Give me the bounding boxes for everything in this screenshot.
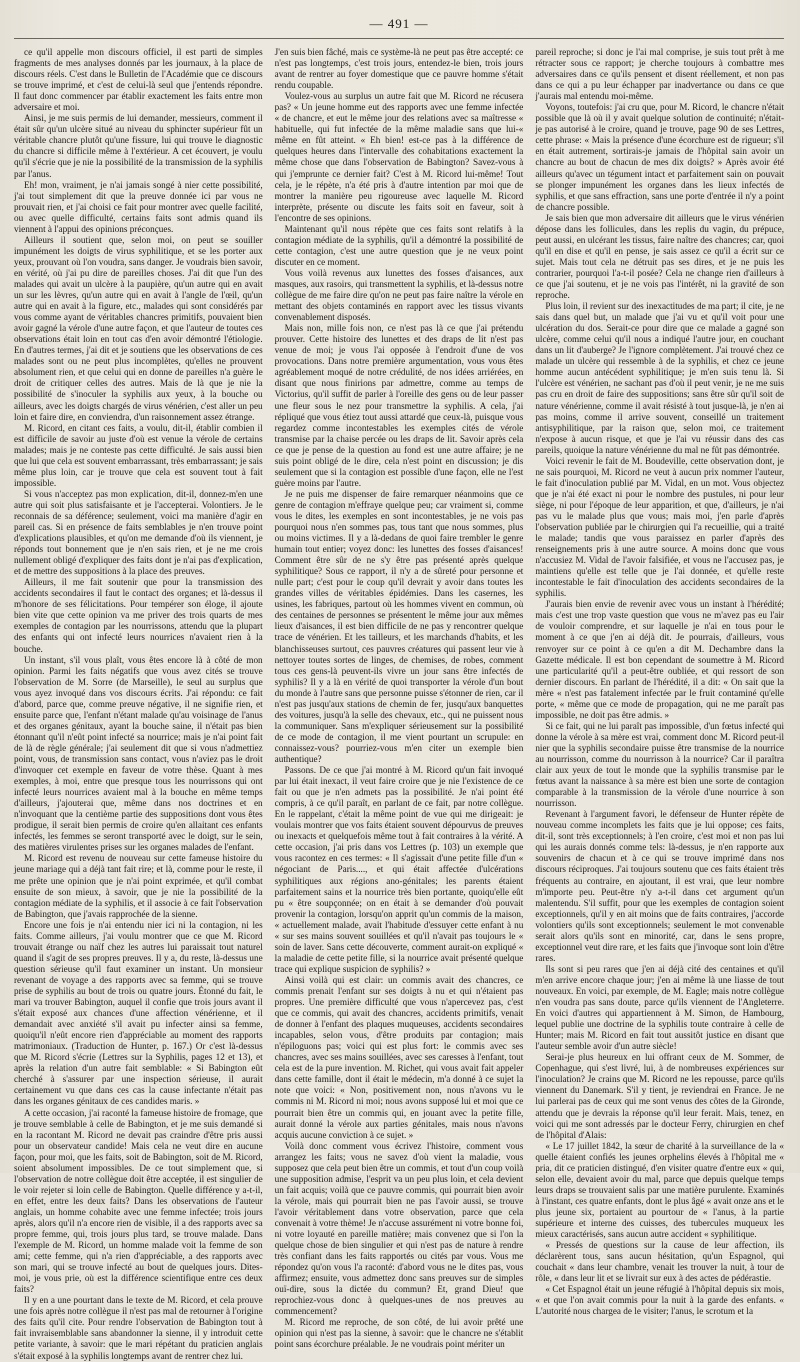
paragraph: Si ce fait, qui ne lui paraît pas impossible, d'un fœtus infecté qui donne la vérole à sa mère est vrai, comment donc M. Ricord peut-il nier que la syphilis secondaire puisse être transmise de la nourrice au nourrisson, comme du nourrisson à la nourrice? Car il paraîtra clair aux yeux de tout le monde que la syphilis transmise par le fœtus avant la naissance à sa mère est bien une sorte de contagion comparable à la transmission de la vérole d'une nourrice à son nourrisson. — [535, 720, 784, 809]
paragraph: M. Ricord est revenu de nouveau sur cette fameuse histoire du jeune mariage qui a déjà tant fait rire; et là, comme pour le reste, il me prête une opinion que je n'ai point exprimée, et qu'il combat ensuite de son mieux, à savoir, que je nie la possibilité de la contagion médiate de la syphilis, et il associe à ce fait l'observation de Babington, que j'avais rapprochée de la sienne. — [14, 853, 263, 919]
paragraph: « Le 17 juillet 1842, la sœur de charité à la surveillance de la « quelle étaient confiés les jeunes orphelins élevés à l'hôpital me « pria, dit ce praticien distingué, d'en visiter quatre d'entre eux « qui, selon elle, devaient avoir du mal, parce que depuis quelque temps leurs draps se trouvaient salis par une matière purulente. Examinés à l'instant, ces quatre enfants, dont le plus âgé « avait onze ans et le plus jeune six, portaient au pourtour de « l'anus, à la partie supérieure et interne des cuisses, des tubercules muqueux les mieux caractérisés, sans aucun autre accident « syphilitique. — [535, 1140, 784, 1240]
paragraph: Mais non, mille fois non, ce n'est pas là ce que j'ai prétendu prouver. Cette histoire des lunettes et des draps de lit n'est pas venue de moi; je vous l'ai opposée à l'endroit d'une de vos provocations. Dans notre première argumentation, vous vous êtes agréablement moqué de notre crédulité, de nos idées arriérées, en disant que nous finirions par admettre, comme au temps de Victorius, qu'il suffit de parler à l'oreille des gens ou de leur passer une fleur sous le nez pour transmettre la syphilis. A cela, j'ai répliqué que vous étiez tout aussi attardé que ceux-là, puisque vous regardez comme incontestables les exemples cités de vérole transmise par la chaise percée ou les draps de lit. Savoir après cela ce que je pense de la question au fond est une autre affaire; je ne suis point obligé de le dire, cela n'est point en discussion; je dis seulement que si la contagion est possible d'une façon, elle ne l'est guère moins par l'autre. — [274, 323, 524, 488]
paragraph: Il y en a une pourtant dans le texte de M. Ricord, et cela prouve une fois après notre collègue il n'est pas mal de retourner à l'origine des faits qu'il cite. Pour rendre l'observation de Babington tout à fait invraisemblable sans abandonner la sienne, il y introduit cette petite variante, à savoir: que le mari répétant du praticien anglais s'était exposé à la syphilis longtemps avant de rentrer chez lui. — [14, 1295, 263, 1361]
paragraph: Encore une fois je n'ai entendu nier ici ni la contagion, ni les faits. Comme ailleurs, j'ai voulu montrer que ce que M. Ricord trouvait étrange ou naïf chez les autres lui paraissait tout naturel quand il s'agit de ses propres preuves. Il y a, du reste, là-dessus une question sérieuse qu'il faut examiner un instant. Un monsieur revenant de voyage a des rapports avec sa femme, qui se trouve prise de syphilis au bout de trois ou quatre jours. Étonné du fait, le mari va trouver Babington, auquel il confie que trois jours avant il s'était exposé aux chances d'une affection vénérienne, et il demandait avec anxiété s'il avait pu infecter ainsi sa femme, quoiqu'il n'eût encore rien d'appréciable au moment des rapports matrimoniaux. (Traduction de Hunter, p. 167.) Or c'est là-dessus que M. Ricord s'écrie (Lettres sur la Syphilis, pages 12 et 13), et après la relation d'un autre fait semblable: « Si Babington eût cherché à s'assurer par une inspection sérieuse, il aurait certainement vu que dans ces cas la cause infectante n'était pas dans les organes génitaux de ces candides maris. » — [14, 919, 263, 1107]
paragraph: pareil reproche; si donc je l'ai mal comprise, je suis tout prêt à me rétracter sous ce rapport; je cherche toujours à combattre mes adversaires dans ce qu'ils pensent et disent réellement, et non pas dans ce qui a pu leur échapper par inadvertance ou dans ce que j'aurais mal entendu moi-même. — [535, 47, 784, 102]
paragraph: Voilà donc comment vous écrivez l'histoire, comment vous arrangez les faits; vous ne savez d'où vient la maladie, vous supposez que cela peut bien être un commis, et tout d'un coup voilà une supposition admise, l'esprit va un peu plus loin, et cela devient un fait acquis; voilà que ce pauvre commis, qui pourrait bien avoir la vérole, mais qui pourrait bien ne pas l'avoir aussi, se trouve l'avoir véritablement dans votre observation, parce que cela convenait à votre thème! Je n'accuse assurément ni votre bonne foi, ni votre loyauté en pareille matière; mais convenez que si l'on la quelque chose de bien singulier et qui n'est pas de nature à rendre très confiant dans les faits rapportés ou cités par vous. Vous me répondez qu'on vous l'a raconté: d'abord vous ne le dites pas, vous affirmez; ensuite, vous admettez donc sans preuves sur de simples ouï-dire, sous la dictée du commun? Et, grand Dieu! que reprochiez-vous donc à quelques-unes de nos preuves au commencement? — [274, 1140, 524, 1317]
paragraph: Plus loin, il revient sur des inexactitudes de ma part; il cite, je ne sais dans quel but, un malade que j'ai vu et qu'il voit pour une ulcération du dos. Serait-ce pour dire que ce malade a gagné son ulcère, comme celui qu'il nous a indiqué l'autre jour, en couchant dans un lit d'auberge? Je l'ignore complètement. J'ai trouvé chez ce malade un ulcère qui ressemble à de la syphilis, et chez ce jeune homme aucun antécédent syphilitique; je m'en suis tenu là. Si l'ulcère est vénérien, ne sachant pas d'où il peut venir, je ne me suis pas cru en droit de faire des suppositions; sans être sûr qu'il soit de nature vénérienne, comme il avait résisté à tout jusque-là, je n'en ai pas moins, comme il arrive souvent, conseillé un traitement antisyphilitique, par la raison que, selon moi, ce traitement n'expose à aucun risque, et que je l'ai vu réussir dans des cas pareils, quoique la nature vénérienne du mal ne fût pas démontrée. — [535, 301, 784, 455]
column-right — [535, 47, 784, 1362]
paragraph: Maintenant qu'il nous répète que ces faits sont relatifs à la contagion médiate de la syphilis, qu'il a démontré la possibilité de cette contagion, c'est une autre question que je ne veux point discuter en ce moment. — [274, 223, 524, 267]
paragraph: « Cet Espagnol était un jeune réfugié à l'hôpital depuis six mois, « et que l'on avait commis pour la nuit à la garde des enfants. « L'autorité nous chargea de le visiter; l'anus, le scrotum et la — [535, 1284, 784, 1317]
paragraph: M. Ricord me reproche, de son côté, de lui avoir prêté une opinion qui n'est pas la sienne, à savoir: que le chancre ne s'établit point sans écorchure préalable. Je ne voudrais point mériter un — [274, 1317, 524, 1350]
paragraph: Vous voilà revenus aux lunettes des fosses d'aisances, aux masques, aux rasoirs, qui transmettent la syphilis, et là-dessus notre collègue de me faire dire qu'on ne peut pas faire naître la vérole en mettant des objets contaminés en rapport avec les tissus vivants convenablement disposés. — [274, 267, 524, 323]
paragraph: Passons. De ce que j'ai montré à M. Ricord qu'un fait invoqué par lui était inexact, il veut faire croire que je nie l'existence de ce fait ou que je n'en admets pas la possibilité. Je n'ai point été compris, à ce qu'il paraît, en parlant de ce fait, par notre collègue. En le rappelant, c'était la même point de vue qui me dirigeait: je voulais montrer que vos faits étaient souvent dépourvus de preuves ou inexacts et quelquefois même tout à fait contraires à la vérité. A cette occasion, j'ai pris dans vos Lettres (p. 103) un exemple que vous racontez en ces termes: « Il s'agissait d'une petite fille d'un « négociant de Paris...., et qui était affectée d'ulcérations syphilitiques aux régions ano-génitales; les parents étaient parfaitement sains et la nourrice très bien portante, quoiqu'elle eût pu « être soupçonnée; on en était à se demander d'où pouvait provenir la contagion, lorsqu'on apprit qu'un commis de la maison, « actuellement malade, avait l'habitude d'essuyer cette enfant à nu « sur ses mains souvent souillées et qu'il n'avait pas toujours le « soin de laver. Sans cette découverte, comment aurait-on expliqué « la maladie de cette petite fille, si la nourrice avait présenté quelque trace qui explique suspicion de syphilis? » — [274, 765, 524, 974]
paragraph: ce qu'il appelle mon discours officiel, il est parti de simples fragments de mes analyses donnés par les journaux, à la place de discours réels. C'est dans le Bulletin de l'Académie que ce discours se trouve imprimé, et c'est de celui-là seul que j'entends répondre. Il faut donc commencer par établir exactement les faits entre mon adversaire et moi. — [14, 47, 263, 113]
paragraph: Ils sont si peu rares que j'en ai déjà cité des centaines et qu'il m'en arrive encore chaque jour; j'en ai même là une liasse de tout nouveaux. En voici, par exemple, de M. Eagle; mais notre collègue n'en voudra pas sans doute, parce qu'ils viennent de l'Angleterre. En voici d'autres qui appartiennent à M. Simon, de Hambourg, lequel publie une doctrine de la syphilis toute contraire à celle de Hunter; mais M. Ricord en fait tout aussitôt justice en disant que l'auteur semble avoir d'un autre siècle! — [535, 963, 784, 1052]
text-columns — [14, 47, 784, 1361]
paragraph: « Pressés de questions sur la cause de leur affection, ils déclarèrent tous, sans aucun hésitation, qu'un Espagnol, qui couchait « dans leur chambre, venait les trouver la nuit, à tour de rôle, « dans leur lit et se livrait sur eux à des actes de pédérastie. — [535, 1240, 784, 1284]
paragraph: Eh! mon, vraiment, je n'ai jamais songé à nier cette possibilité, j'ai tout simplement dit que la preuve donnée ici par vous ne prouvait rien, et j'ai choisi ce fait pour montrer avec quelle facilité, ou avec quelle difficulté, certains faits sont admis quand ils viennent à l'appui des opinions préconçues. — [14, 179, 263, 234]
paragraph: Je sais bien que mon adversaire dit ailleurs que le virus vénérien dépose dans les follicules, dans les replis du vagin, du prépuce, peut aussi, en ulcérant les tissus, faire naître des chancres; car, quoi qu'il en dise et qu'il en pense, je sais assez ce qu'il a écrit sur ce sujet. Mais tout cela ne détruit pas ses dires, et je ne puis les contrarier, pourquoi l'a-t-il posée? Cela ne change rien d'ailleurs à ce que j'ai soutenu, et je ne vois pas l'intérêt, ni la gravité de son reproche. — [535, 212, 784, 301]
paragraph: Voici revenir le fait de M. Boudeville, cette observation dont, je ne sais pourquoi, M. Ricord ne veut à aucun prix nommer l'auteur, le fait d'inoculation publié par M. Vidal, en un mot. Vous objectez que je n'ai été exact ni pour le nombre des pustules, ni pour leur siège, ni pour l'époque de leur apparition, et que, d'ailleurs, je n'ai pas vu le malade plus que vous; mais moi, j'en parle d'après l'observation publiée par le chirurgien qui l'a recueillie, qui a traité le malade; tandis que vous paraissez en parler d'après des renseignements pris à une autre source. A moins donc que vous n'accusiez M. Vidal de l'avoir falsifiée, et vous ne l'accusez pas, je maintiens qu'elle est telle que je l'ai donnée, et qu'elle reste incontestable le fait d'inoculation des accidents secondaires de la syphilis. — [535, 455, 784, 599]
paragraph: Revenant à l'argument favori, le défenseur de Hunter répète de nouveau comme incomplets les faits que je lui oppose; ces faits, dit-il, sont très exceptionnels; à l'en croire, c'est moi et non pas lui qui les aurais donnés comme tels: là-dessus, je n'en rapporte aux souvenirs de chacun et à ce qui se trouve imprimé dans nos discours réciproques. J'ai toujours soutenu que ces faits étaient très fréquents au contraire, en ajoutant, il est vrai, que leur nombre m'importe peu. Peut-être n'y a-t-il dans cet argument qu'un malentendu. S'il suffit, pour que les exemples de contagion soient exceptionnels, qu'il y en ait moins que de faits contraires, j'accorde volontiers qu'ils sont exceptionnels; seulement le mot convenable serait alors qu'ils sont en minorité, car, dans le sens propre, exceptionnel veut dire rare, et les faits que j'invoque sont loin d'être rares. — [535, 809, 784, 963]
paragraph: J'aurais bien envie de revenir avec vous un instant à l'hérédité; mais c'est une trop vaste question que vous ne m'avez pas eu l'air de vouloir comprendre, et sur laquelle je n'ai en tous pour le moment à ce que j'en ai déjà dit. Je pourrais, d'ailleurs, vous renvoyer sur ce point à ce qu'en a dit M. Dechambre dans la Gazette médicale. Il est bon cependant de soumettre à M. Ricord une particularité qu'il a peut-être oubliée, et qui ressort de son dernier discours. En parlant de l'hérédité, il a dit: « On sait que la mère « n'est pas fatalement infectée par le fruit contaminé qu'elle porte, « même que ce mode de propagation, qui ne me paraît pas impossible, ne doit pas être admis. » — [535, 599, 784, 720]
column-left — [14, 47, 263, 1362]
paragraph: M. Ricord, en citant ces faits, a voulu, dit-il, établir combien il est difficile de savoir au juste d'où est venue la vérole de certains malades; mais je ne conteste pas cette difficulté. Je sais aussi bien que lui que cela est souvent embarrassant, très embarrassant; je sais même plus loin, car je trouve que cela est souvent tout à fait impossible. — [14, 422, 263, 488]
page-number: — 491 — — [369, 16, 429, 31]
paragraph: Voulez-vous au surplus un autre fait que M. Ricord ne récusera pas? « Un jeune homme eut des rapports avec une femme infectée « de chancre, et eut le même jour des relations avec sa maîtresse « habituelle, qui fut infectée de la même maladie sans que lui-« même en fût atteint. « Eh bien! est-ce pas à la différence de quelques heures dans l'intervalle des cohabitations exactement la même chose que dans l'observation de Babington? Savez-vous à qui j'emprunte ce dernier fait? C'est à M. Ricord lui-même! Tout cela, je le répète, n'a été pris à d'autre intention par moi que de montrer la manière peu rigoureuse avec laquelle M. Ricord interprète, présente ou discute les faits soit en faveur, soit à l'encontre de ses opinions. — [274, 91, 524, 223]
paragraph: J'en suis bien fâché, mais ce système-là ne peut pas être accepté: ce n'est pas longtemps, c'est trois jours, entendez-le bien, trois jours avant de rentrer au foyer domestique que ce pauvre homme s'était rendu coupable. — [274, 47, 524, 91]
paragraph: Ainsi voilà qui est clair: un commis avait des chancres, ce commis prenait l'enfant sur ses doigts à nu et qui n'étaient pas propres. Une première difficulté que vous n'apercevez pas, c'est que ce commis, qui avait des chancres, accidents primitifs, venait de donner à l'enfant des plaques muqueuses, accidents secondaires incapables, selon vous, d'être produits par contagion; mais n'épiloguons pas; voici qui est plus fort: le commis avec ses chancres, avec ses mains souillées, avec ses caresses à l'enfant, tout cela est de la pure invention. M. Richet, qui vous avait fait appeler dans cette famille, dont il était le médecin, m'a donné à ce sujet la note que voici: « Non, positivement non, nous n'avons vu le commis ni M. Ricord ni moi; nous avons supposé lui et moi que ce pourrait bien être un commis qui, en jouant avec la petite fille, aurait donné la vérole aux parties génitales, mais nous n'avons acquis aucune conviction à ce sujet. » — [274, 974, 524, 1140]
paragraph: Serai-je plus heureux en lui offrant ceux de M. Sommer, de Copenhague, qui s'est livré, lui, à de nombreuses expériences sur l'inoculation? Je crains que M. Ricord ne les repousse, parce qu'ils viennent du Danemark. S'il y tient, je reviendrai en France. Je ne lui parlerai pas de ceux qui me sont venus des côtes de la Gironde, attendu que je devrais la réponse qu'il leur ferait. Mais, tenez, en voici qui me sont adressés par le docteur Ferry, chirurgien en chef de l'hôpital d'Alais: — [535, 1052, 784, 1140]
paragraph: Ailleurs il soutient que, selon moi, on peut se souiller impunément les doigts de virus syphilitique, et se les porter aux yeux, prouvant où l'on voudra, sans danger. Je voudrais bien savoir, en vérité, où j'ai pu dire de pareilles choses. J'ai dit que l'un des malades qui avait un ulcère à la paupière, qu'un autre qui en avait un sur les lèvres, qu'un autre qui en avait à l'angle de l'œil, qu'un autre qui en avait à la figure, etc., malades qui sont considérés par vous comme ayant de véritables chancres primitifs, pouvaient bien avoir gagné la vérole d'une autre façon, et que l'auteur de toutes ces observations était loin en tout cas d'en avoir démontré l'étiologie. En d'autres termes, j'ai dit et je soutiens que les observations de ces malades sont ou ne peut plus incomplètes, qu'elles ne prouvent absolument rien, et que celui qui en donne de pareilles n'a guère le droit de critiquer celles des autres. Mais de là que je nie la possibilité de s'inoculer la syphilis aux yeux, à la bouche ou ailleurs, avec les doigts chargés de virus vénérien, c'est aller un peu loin et faire dire, en conviendra, d'un raisonnement assez étrange. — [14, 234, 263, 422]
page-header — [14, 14, 784, 39]
column-middle — [275, 47, 524, 1362]
paragraph: Ainsi, je me suis permis de lui demander, messieurs, comment il était sûr qu'un ulcère situé au niveau du sphincter supérieur fût un véritable chancre plutôt qu'une fissure, lui qui trouve le diagnostic du chancre si difficile même à l'extérieur. A cet écouvert, je voulu qu'il s'écrie que je nie la possibilité de la transmission de la syphilis par l'anus. — [14, 113, 263, 179]
paragraph: Un instant, s'il vous plaît, vous êtes encore là à côté de mon opinion. Parmi les faits négatifs que vous avez cités se trouve l'observation de M. Sorre (de Marseille), le seul au surplus que vous ayez invoqué dans vos discours écrits. J'ai répondu: ce fait d'abord, parce que, comme preuve négative, il ne signifie rien, et ensuite parce que, l'enfant n'étant malade qu'au voisinage de l'anus et des organes génitaux, ayant la bouche saine, il n'était pas bien étonnant qu'il n'eût point infecté sa nourrice; mais je n'ai point fait de là de règle générale; j'ai seulement dit que si vous n'admettiez point, vous, de transmission sans contact, vous n'aviez pas le droit d'invoquer cet exemple en faveur de votre thèse. Quant à mes exemples, à moi, entre que presque tous les nourrissons qui ont infecté leurs nourrices avaient mal à la bouche en même temps d'ailleurs, j'ajouterai que, même dans nos doctrines et en n'invoquant que la centième partie des suppositions dont vous êtes prodigue, il serait bien permis de croire qu'en allaitant ces enfants infectés, les femmes se seront transporté avec le doigt, sur le sein, des matières virulentes prises sur les organes malades de l'enfant. — [14, 654, 263, 853]
paragraph: Ailleurs, il me fait soutenir que pour la transmission des accidents secondaires il faut le contact des organes; et là-dessus il m'honore de ses félicitations. Pour tempérer son éloge, il ajoute bien vite que cette opinion va me priver des trois quarts de mes exemples de contagion par les nourrissons, attendu que la plupart des enfants qui ont infecté leurs nourrices n'avaient rien à la bouche. — [14, 577, 263, 654]
paragraph: Si vous n'acceptez pas mon explication, dit-il, donnez-m'en une autre qui soit plus satisfaisante et je l'accepterai. Volontiers. Je le reconnais de sa déférence; seulement, voici ma manière d'agir en pareil cas. Si en présence de faits semblables je n'en trouve point d'explications plausibles, et qu'on me demande d'où ils viennent, je réponds tout bonnement que je n'en sais rien, et je ne me crois nullement obligé d'expliquer des faits dont je n'ai pas d'explication, et de mettre des suppositions à la place des preuves. — [14, 488, 263, 577]
paragraph: A cette occasion, j'ai raconté la fameuse histoire de fromage, que je trouve semblable à celle de Babington, et je me suis demandé si en la racontant M. Ricord ne devait pas craindre d'être pris aussi pour un observateur candide! Mais cela ne veut dire en aucune façon, pour moi, que les faits, soit de Babington, soit de M. Ricord, soient absolument impossibles. De ce tout simplement que, si l'observation de notre collègue doit être acceptée, il est singulier de le voir rejeter si loin celle de Babington. Quelle différence y a-t-il, en effet, entre les deux faits? Dans les observations de l'auteur anglais, un homme cohabite avec une femme infectée; trois jours après, alors qu'il n'a encore rien de visible, il a des rapports avec sa propre femme, qui, trois jours plus tard, se trouve malade. Dans l'exemple de M. Ricord, un homme malade voit la femme de son ami; cette femme, qui n'a rien d'appréciable, a des rapports avec son mari, qui se trouve infecté au bout de quelques jours. Dites-moi, je vous prie, où est la différence scientifique entre ces deux faits? — [14, 1107, 263, 1295]
paragraph: Voyons, toutefois: j'ai cru que, pour M. Ricord, le chancre n'était possible que là où il y avait quelque solution de continuité; n'était-je pas autorisé à le croire, quand je trouve, page 90 de ses Lettres, cette phrase: « Mais la présence d'une écorchure est de rigueur; s'il en était autrement, sortirais-je jamais de l'hôpital sain avoir un chancre au bout de chacun de mes dix doigts? » Après avoir été ailleurs qu'avec un tégument intact et parfaitement sain on pouvait se plonger impunément les organes dans les lieux infectés de syphilis, et que sans effraction, sans une porte d'entrée il n'y a point de chancre possible. — [535, 102, 784, 212]
paragraph: Je ne puis me dispenser de faire remarquer néanmoins que ce genre de contagion m'effraye quelque peu; car vraiment si, comme vous le dites, les exemples en sont incontestables, je ne vois pas pourquoi nous n'en sommes pas, tous tant que nous sommes, plus ou moins victimes. Il y a là-dedans de quoi faire trembler le genre humain tout entier; voyez donc: les lunettes des fosses d'aisances! Comment être sûr de ne s'y être pas présenté après quelque syphilitique? Sous ce rapport, il n'y a de sûreté pour personne et nulle part; c'est pour le coup qu'il devrait y avoir dans toutes les grandes villes de véritables épidémies. Dans les casernes, les usines, les fabriques, partout où les hommes vivent en commun, où des centaines de personnes se présentent le même jour aux mêmes lieux d'aisances, il est bien difficile de ne pas y rencontrer quelque trace de vénérien. Et les tailleurs, et les marchands d'habits, et les blanchisseuses surtout, ces pauvres créatures qui passent leur vie à nettoyer toutes sortes de linges, de chemises, de robes, comment tous ces gens-là peuvent-ils vivre un jour sans être infectés de syphilis? Il y a là en vérité de quoi transporter la vérole d'un bout du monde à l'autre sans que personne puisse s'étonner de rien, car il n'est pas jusqu'aux stations de chemin de fer, jusqu'aux banquettes des voitures, jusqu'à la selle des chevaux, etc., qui ne puissent nous la communiquer. Sans m'expliquer sérieusement sur la possibilité de ce mode de contagion, il me vient pourtant un scrupule: en connaissez-vous? pourriez-vous m'en citer un exemple bien authentique? — [274, 488, 524, 764]
